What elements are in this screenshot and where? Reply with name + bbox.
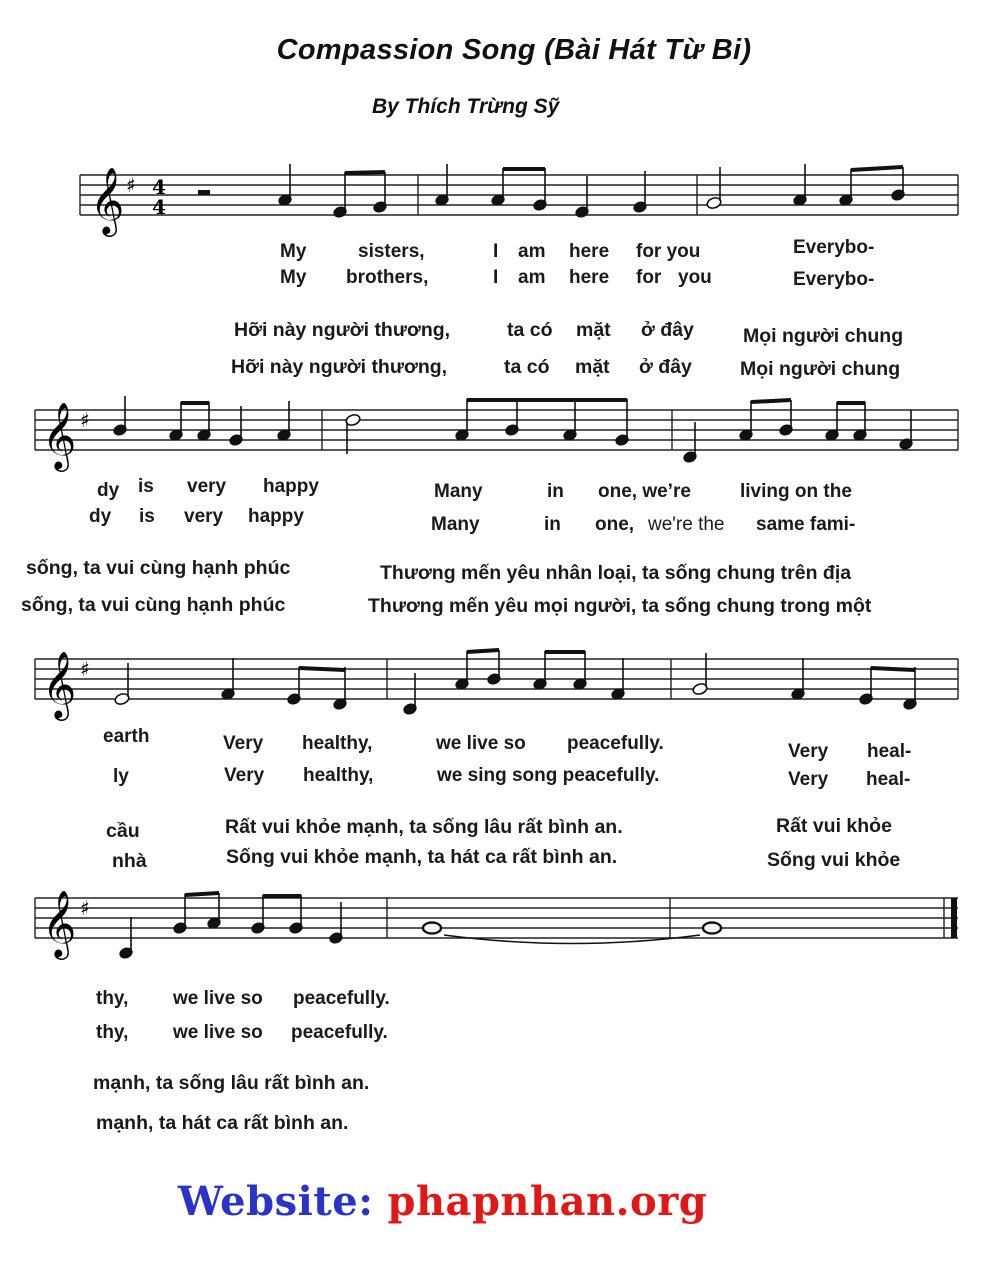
lyric: am [518, 267, 546, 288]
lyric: Everybo- [793, 269, 875, 290]
viet-lyric: Rất vui khỏe [776, 815, 892, 837]
time-signature-top: 4 [152, 175, 166, 199]
viet-lyric: nhà [112, 850, 147, 872]
lyric: Everybo- [793, 237, 875, 258]
staff-system-4 [0, 880, 989, 980]
lyric: happy [248, 506, 304, 527]
lyric: for [636, 267, 662, 288]
viet-lyric: ở đây [641, 319, 694, 341]
lyric: peacefully. [291, 1022, 388, 1043]
viet-lyric: ta có [504, 356, 550, 378]
viet-lyric: Thương mến yêu mọi người, ta sống chung trong một [368, 595, 872, 617]
treble-clef-icon: 𝄞 [42, 401, 77, 469]
lyric: peacefully. [293, 988, 390, 1009]
sharp-icon: ♯ [126, 173, 136, 197]
viet-lyric: mạnh, ta sống lâu rất bình an. [93, 1072, 370, 1094]
lyric: here [569, 267, 610, 288]
viet-lyric: mạnh, ta hát ca rất bình an. [96, 1112, 349, 1134]
final-barline [951, 898, 957, 938]
sharp-icon: ♯ [80, 408, 90, 432]
lyric: for you [636, 241, 701, 262]
lyric: Many [434, 481, 483, 502]
viet-lyric: ta có [507, 319, 553, 341]
lyric: Very [224, 765, 265, 786]
tie [444, 935, 700, 944]
lyric: My [280, 267, 307, 288]
treble-clef-icon: 𝄞 [42, 650, 77, 718]
lyric: sisters, [358, 241, 425, 262]
lyric: you [678, 267, 712, 288]
lyric: here [569, 241, 610, 262]
viet-lyric: cầu [106, 820, 140, 842]
lyric: one, we’re [598, 481, 691, 502]
lyric: Very [788, 769, 829, 790]
treble-clef-icon: 𝄞 [42, 889, 77, 957]
lyric: I [493, 267, 499, 288]
viet-lyric: Sống vui khỏe [767, 849, 901, 871]
lyric: living on the [740, 481, 852, 502]
viet-lyric: sống, ta vui cùng hạnh phúc [21, 594, 286, 616]
viet-lyric: Sống vui khỏe mạnh, ta hát ca rất bình an. [226, 846, 618, 868]
whole-note [423, 923, 441, 934]
lyric: in [547, 481, 564, 502]
viet-lyric: mặt [576, 319, 611, 341]
sharp-icon: ♯ [80, 657, 90, 681]
viet-lyric: sống, ta vui cùng hạnh phúc [26, 557, 291, 579]
lyric: I [493, 241, 499, 262]
half-rest [198, 190, 210, 195]
lyric: we live so [173, 1022, 263, 1043]
website-label: Website: [178, 1178, 374, 1225]
website-link[interactable]: phapnhan.org [387, 1178, 708, 1225]
lyric: thy, [96, 1022, 129, 1043]
lyric: dy [89, 506, 112, 527]
composer-credit: By Thích Trừng Sỹ [372, 95, 560, 118]
viet-lyric: Thương mến yêu nhân loại, ta sống chung trên địa [380, 562, 852, 584]
lyric: peacefully. [567, 733, 664, 754]
time-signature-bottom: 4 [152, 195, 166, 219]
staff-system-1 [0, 150, 989, 250]
lyric: ly [113, 766, 129, 787]
lyric: My [280, 241, 307, 262]
viet-lyric: Mọi người chung [740, 358, 901, 380]
lyric: same fami- [756, 514, 856, 535]
viet-lyric: Hỡi này người thương, [231, 356, 448, 378]
lyric: happy [263, 476, 319, 497]
lyric: thy, [96, 988, 129, 1009]
lyric: Very [223, 733, 264, 754]
lyric: healthy, [303, 765, 374, 786]
viet-lyric: mặt [575, 356, 610, 378]
website-footer [178, 1178, 707, 1225]
whole-note [703, 923, 721, 934]
lyric: heal- [866, 769, 911, 790]
lyric: brothers, [346, 267, 429, 288]
song-title: Compassion Song (Bài Hát Từ Bi) [276, 34, 752, 66]
lyric: is [139, 506, 155, 527]
lyric: we live so [436, 733, 526, 754]
lyric: we're the [648, 514, 725, 535]
lyric: heal- [867, 741, 912, 762]
lyric: we sing song peacefully. [437, 765, 660, 786]
lyric: one, [595, 514, 635, 535]
lyric: Very [788, 741, 829, 762]
treble-clef-icon: 𝄞 [90, 166, 125, 234]
lyric: very [184, 506, 224, 527]
lyric: healthy, [302, 733, 373, 754]
lyric: in [544, 514, 561, 535]
viet-lyric: ở đây [639, 356, 692, 378]
lyric: we live so [173, 988, 263, 1009]
lyric: am [518, 241, 546, 262]
viet-lyric: Rất vui khỏe mạnh, ta sống lâu rất bình an. [225, 816, 623, 838]
sharp-icon: ♯ [80, 896, 90, 920]
lyric: is [138, 476, 154, 497]
lyric: earth [103, 726, 150, 747]
viet-lyric: Hỡi này người thương, [234, 319, 451, 341]
lyric: very [187, 476, 227, 497]
lyric: Many [431, 514, 480, 535]
lyric: dy [97, 480, 120, 501]
viet-lyric: Mọi người chung [743, 325, 904, 347]
